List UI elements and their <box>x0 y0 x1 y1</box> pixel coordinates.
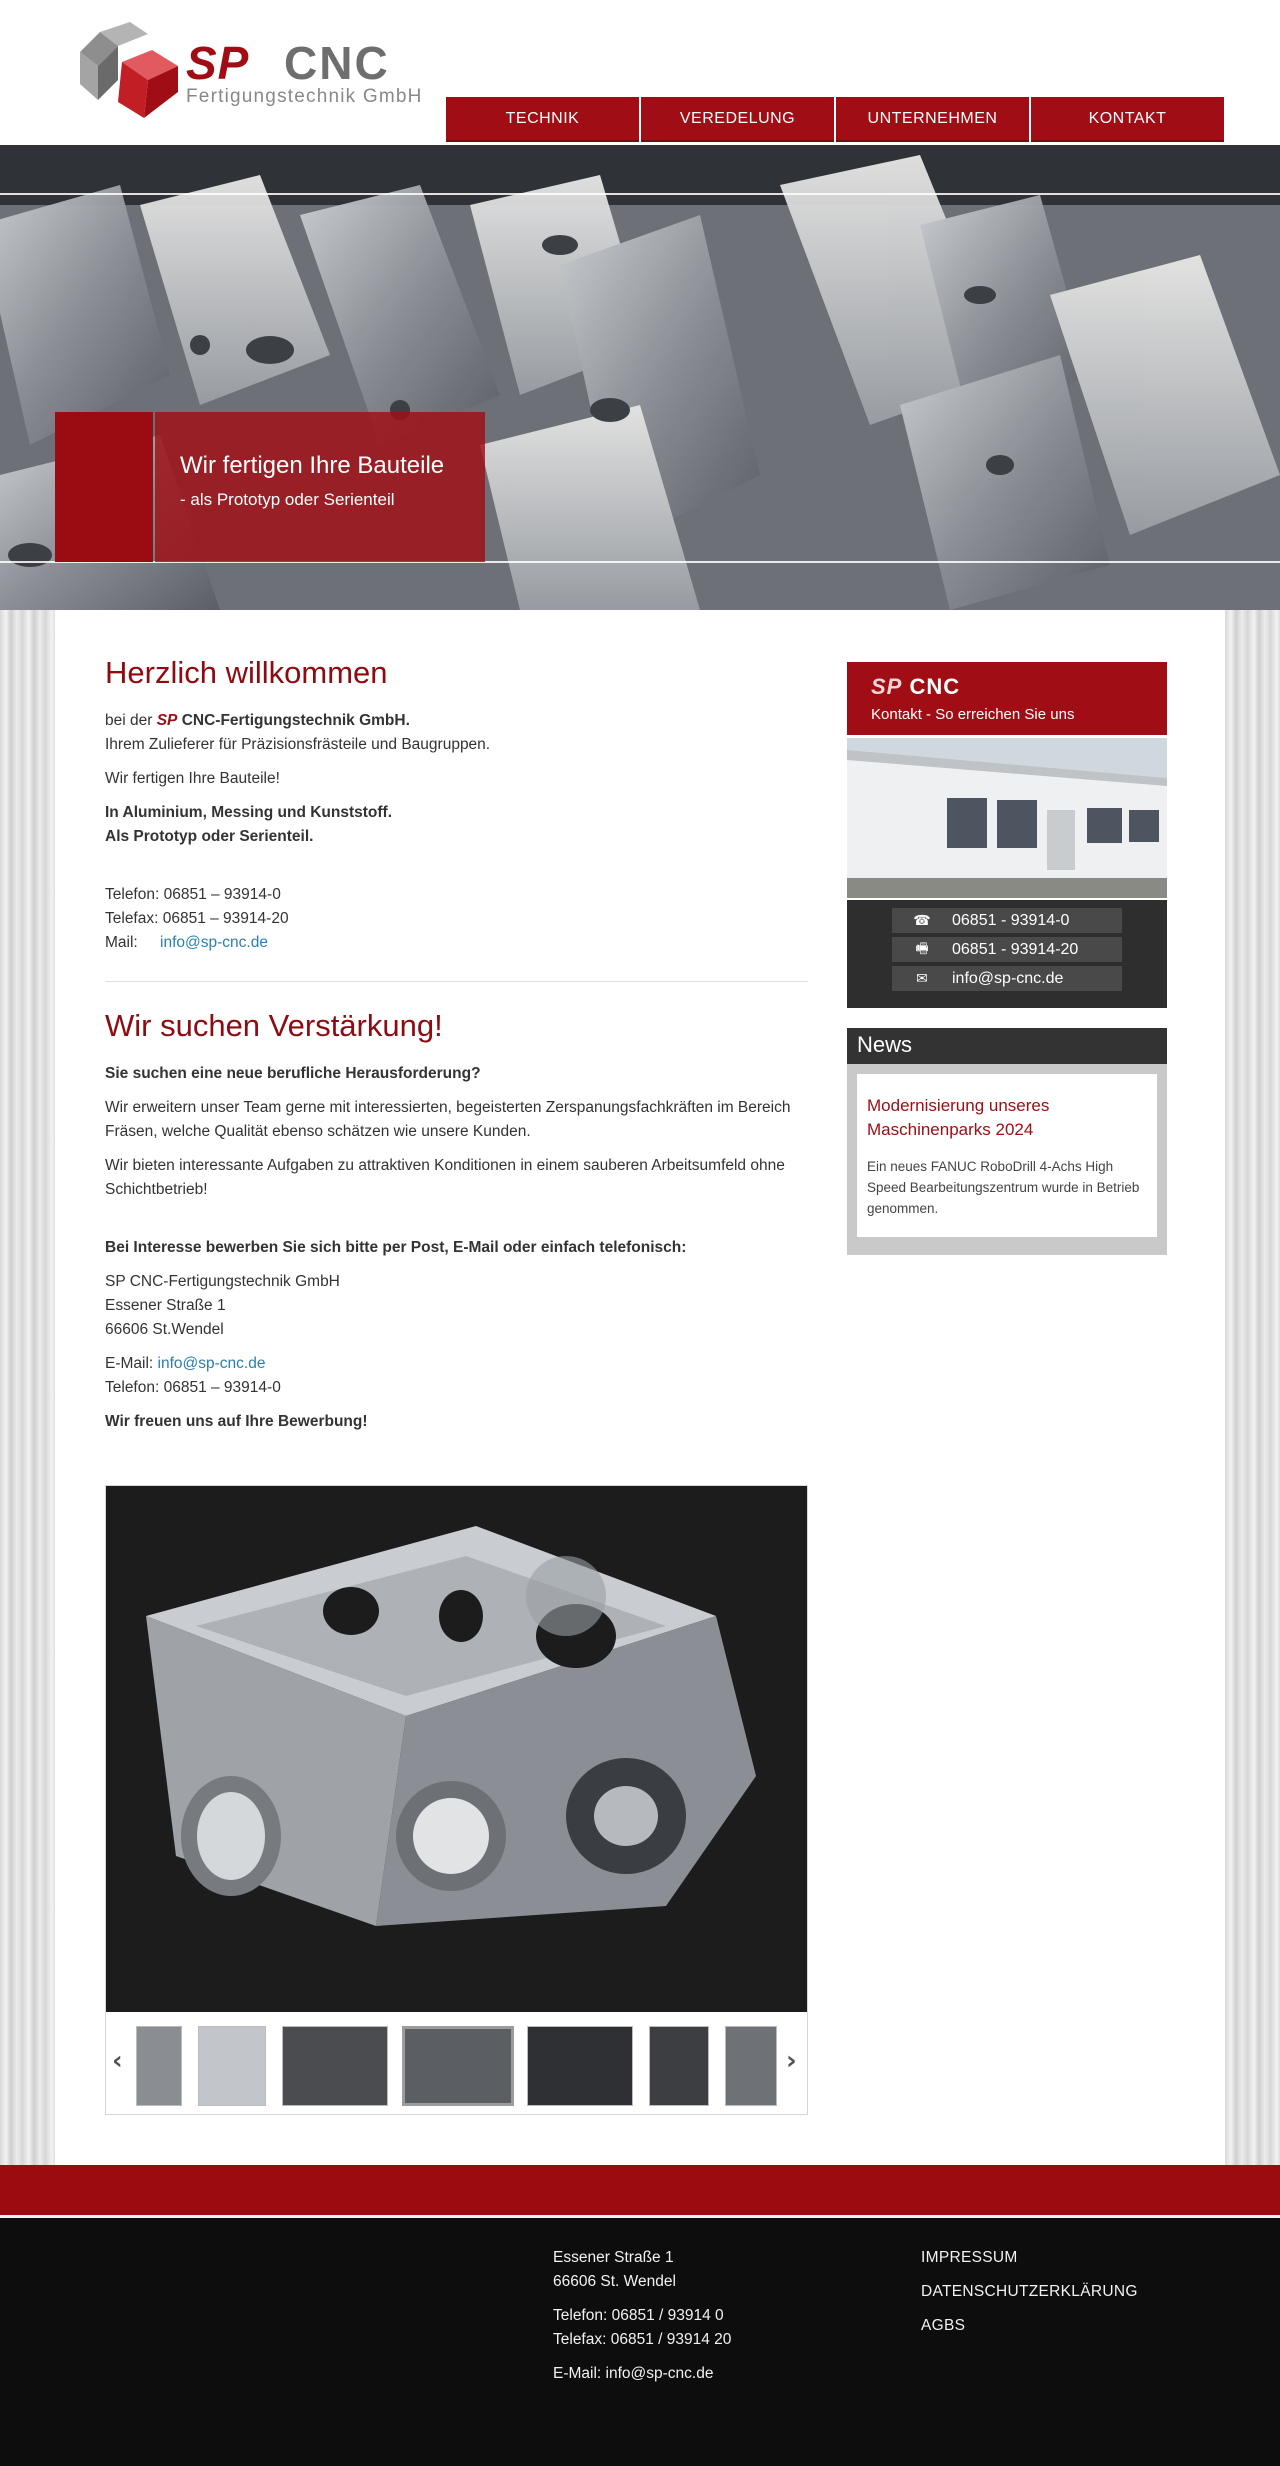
footer-link-impressum[interactable]: IMPRESSUM <box>921 2249 1018 2266</box>
contact-widget <box>847 662 1167 1008</box>
logo-cube-icon <box>78 22 182 122</box>
contact-fax: 06851 - 93914-20 <box>952 940 1079 958</box>
chevron-left-icon[interactable]: ‹ <box>112 2046 123 2076</box>
right-brushed-strip <box>1225 610 1280 2165</box>
footer-phone: Telefon: 06851 / 93914 0 <box>553 2307 724 2324</box>
site-logo[interactable] <box>78 22 423 122</box>
jobs-email-row <box>105 1352 808 1376</box>
contact-logo-cnc: CNC <box>909 674 961 699</box>
welcome-materials-text: In Aluminium, Messing und Kunststoff. <box>105 804 393 821</box>
gallery-thumbnail[interactable] <box>282 2026 388 2106</box>
jobs-company: SP CNC-Fertigungstechnik GmbH <box>105 1273 340 1290</box>
welcome-mail-link[interactable]: info@sp-cnc.de <box>160 934 268 951</box>
chevron-right-icon[interactable]: › <box>786 2046 797 2076</box>
contact-email: info@sp-cnc.de <box>952 969 1064 987</box>
footer-links <box>921 2246 1138 2348</box>
gallery-thumbnail-active[interactable] <box>402 2026 514 2106</box>
news-widget <box>847 1028 1167 1255</box>
welcome-heading: Herzlich willkommen <box>105 655 388 690</box>
intro-sp-brand: SP <box>156 712 178 729</box>
contact-details <box>847 900 1167 1008</box>
building-illustration <box>847 738 1167 898</box>
gallery-thumbnail[interactable] <box>649 2026 709 2106</box>
hero-accent-block <box>55 412 153 562</box>
welcome-materials <box>105 801 808 849</box>
footer-link-datenschutz[interactable]: DATENSCHUTZERKLÄRUNG <box>921 2283 1138 2300</box>
jobs-street: Essener Straße 1 <box>105 1297 226 1314</box>
welcome-mail-label: Mail: <box>105 934 138 951</box>
footer-city: 66606 St. Wendel <box>553 2273 676 2290</box>
spacer <box>105 1212 808 1236</box>
jobs-contact <box>105 1352 808 1400</box>
contact-fax-row <box>892 937 1122 962</box>
intro-line2: Ihrem Zulieferer für Präzisionsfrästeile und Baugruppen. <box>105 736 491 753</box>
footer-email[interactable]: E-Mail: info@sp-cnc.de <box>553 2365 714 2382</box>
news-heading: News <box>847 1028 1167 1064</box>
footer-red-band <box>0 2165 1280 2215</box>
welcome-phone: Telefon: 06851 – 93914-0 <box>105 886 281 903</box>
gallery-thumbnail[interactable] <box>198 2026 266 2106</box>
spacer <box>553 2294 731 2304</box>
welcome-fax: Telefax: 06851 – 93914-20 <box>105 910 289 927</box>
jobs-paragraph-1: Wir erweitern unser Team gerne mit interessierten, begeisterten Zerspanungsfachkräften im Bereich Fräsen, welche Qualität ebenso schätzen wie unsere Kunden. <box>105 1099 791 1140</box>
hero-caption <box>155 412 485 562</box>
hero-banner <box>0 145 1280 610</box>
news-item-title[interactable]: Modernisierung unseres Maschinenparks 2024 <box>867 1096 1050 1139</box>
nav-item-veredelung[interactable]: VEREDELUNG <box>641 97 834 142</box>
jobs-email-label: E-Mail: <box>105 1355 158 1372</box>
contact-mail-row[interactable] <box>892 966 1122 991</box>
left-brushed-strip <box>0 610 55 2165</box>
welcome-types-text: Als Prototyp oder Serienteil. <box>105 828 314 845</box>
news-item-text: Ein neues FANUC RoboDrill 4-Achs High Speed Bearbeitungszentrum wurde in Betrieb genommen. <box>867 1159 1140 1216</box>
gallery-thumbnail[interactable] <box>527 2026 633 2106</box>
hero-title: Wir fertigen Ihre Bauteile <box>180 452 445 479</box>
jobs-heading: Wir suchen Verstärkung! <box>105 1008 443 1043</box>
milled-housing-image <box>106 1486 807 2012</box>
footer-address <box>553 2246 731 2386</box>
logo-sp-text: SP <box>186 37 250 89</box>
jobs-question: Sie suchen eine neue berufliche Herausforderung? <box>105 1065 481 1082</box>
welcome-line-parts: Wir fertigen Ihre Bauteile! <box>105 770 280 787</box>
contact-widget-subtitle: Kontakt - So erreichen Sie uns <box>871 706 1075 723</box>
hero-subtitle: - als Prototyp oder Serienteil <box>180 490 395 509</box>
jobs-apply: Bei Interesse bewerben Sie sich bitte per Post, E-Mail oder einfach telefonisch: <box>105 1239 687 1256</box>
jobs-phone: Telefon: 06851 – 93914-0 <box>105 1379 281 1396</box>
contact-widget-header <box>847 662 1167 735</box>
footer-fax: Telefax: 06851 / 93914 20 <box>553 2331 732 2348</box>
phone-icon: ☎ <box>913 912 931 928</box>
jobs-city: 66606 St.Wendel <box>105 1321 224 1338</box>
contact-phone: 06851 - 93914-0 <box>952 911 1070 929</box>
welcome-mail-row <box>105 931 808 955</box>
gallery-thumbnail[interactable] <box>136 2026 182 2106</box>
content-column <box>105 655 808 1444</box>
nav-item-technik[interactable]: TECHNIK <box>446 97 639 142</box>
company-building-image <box>847 738 1167 898</box>
fax-icon: 🖷 <box>915 939 929 956</box>
welcome-contact <box>105 883 808 955</box>
gallery-thumbnail[interactable] <box>725 2026 777 2106</box>
contact-phone-row[interactable] <box>892 908 1122 933</box>
intro-prefix: bei der <box>105 712 157 729</box>
section-divider <box>105 981 808 982</box>
image-gallery <box>105 1485 808 2115</box>
footer-link-agbs[interactable]: AGBS <box>921 2317 966 2334</box>
jobs-closing: Wir freuen uns auf Ihre Bewerbung! <box>105 1413 368 1430</box>
logo-subtitle: Fertigungstechnik GmbH <box>186 86 423 107</box>
jobs-paragraph-2: Wir bieten interessante Aufgaben zu attraktiven Konditionen in einem sauberen Arbeitsumfeld ohne Schichtbetrieb! <box>105 1157 785 1198</box>
spacer <box>105 859 808 883</box>
gallery-thumbnail-strip <box>106 2016 807 2112</box>
hero-divider-top <box>0 193 1280 195</box>
contact-widget-logo <box>871 674 1167 700</box>
contact-logo-sp: SP <box>871 674 903 699</box>
mail-icon: ✉ <box>916 970 928 986</box>
intro-company: CNC-Fertigungstechnik GmbH. <box>177 712 410 729</box>
nav-item-unternehmen[interactable]: UNTERNEHMEN <box>836 97 1029 142</box>
main-nav <box>446 97 1224 142</box>
news-item[interactable] <box>857 1074 1157 1237</box>
footer-street: Essener Straße 1 <box>553 2249 674 2266</box>
spacer <box>553 2352 731 2362</box>
footer <box>0 2218 1280 2466</box>
welcome-intro <box>105 709 808 757</box>
nav-item-kontakt[interactable]: KONTAKT <box>1031 97 1224 142</box>
header <box>0 0 1280 145</box>
main-content-area <box>55 610 1225 2165</box>
jobs-address <box>105 1270 808 1342</box>
gallery-main-image[interactable] <box>106 1486 807 2012</box>
logo-cnc-text: CNC <box>284 37 390 89</box>
jobs-email-link[interactable]: info@sp-cnc.de <box>157 1355 266 1372</box>
